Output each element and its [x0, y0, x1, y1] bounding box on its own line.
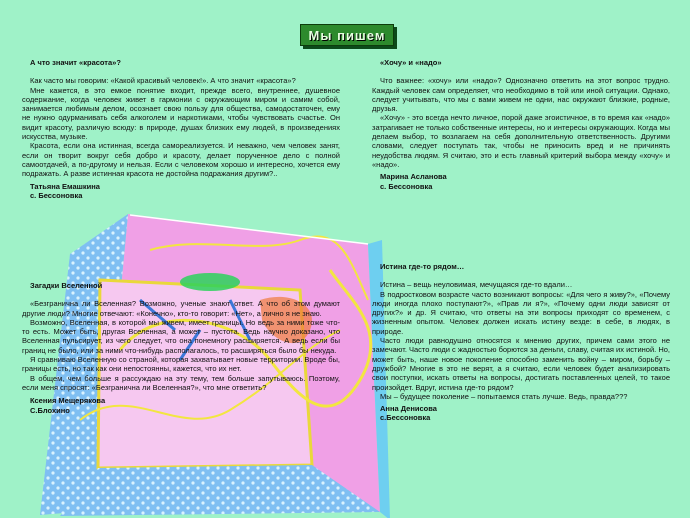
article-title: А что значит «красота»?: [30, 58, 121, 67]
article-paragraph: Мы – будущее поколение – попытаемся стать лучше. Ведь, правда???: [380, 391, 628, 401]
article-author: Марина Асланова: [380, 172, 447, 182]
article-paragraph: «Безгранична ли Вселенная? Возможно, ученые знают ответ. А что об этом думают другие люди? Многие отвечают: «Конечно», кто-то говорит: «Нет», а лично я не знаю.: [22, 299, 340, 318]
article-truth: [372, 262, 670, 423]
page-title: Мы пишем: [308, 27, 386, 43]
article-paragraph: «Хочу» - это всегда нечто личное, порой даже эгоистичное, в то время как «надо» затрагивает не только собственные интересы, но и интересы окружающих. Когда мы делаем выбор, то возлагаем на себя дополнительную ответственность. Другими словами, следует поступать так, чтобы не приносить вред и не причинять неудобства людям. Я считаю, это и есть главный критерий выбора между «хочу» и «надо».: [372, 113, 670, 169]
article-author: Татьяна Емашкина: [30, 181, 100, 191]
page-title-banner: [300, 24, 394, 46]
article-paragraph: Истина – вещь неуловимая, мечущаяся где-то вдали…: [380, 280, 573, 290]
article-paragraph: Мне кажется, в это емкое понятие входит, прежде всего, внутреннее, душевное содержание, когда человек живет в гармонии с окружающим миром и самим собой, занимается любимым делом, осознает свою пользу для общества, самодостаточен, ему не нужно одурманивать себя алкоголем и наркотиками, чтобы чувствовать счастье. Он видит красоту, различую всюду: в природе, душах близких ему людей, в произведениях искусства, музыке.: [22, 85, 340, 142]
article-place: с.Бессоновка: [380, 413, 431, 423]
article-beauty: [22, 58, 340, 200]
article-universe: [22, 281, 340, 415]
article-paragraph: В общем, чем больше я рассуждаю на эту тему, тем больше запутываюсь. Поэтому, если меня спросят: «Безгранична ли Вселенная?», что мне ответить?: [22, 373, 340, 392]
article-paragraph: Красота, если она истинная, всегда самореализуется. И неважно, чем человек занят, если он творит вокруг себя добро и красоту, делает порученное дело с полной самоотдачей, а по-другому и нельзя. Если с человеком хорошо и интересно, хочется ему подражать. А разве истинная красота не достойна подражания другим?..: [22, 141, 340, 179]
article-place: с. Бессоновка: [30, 190, 83, 200]
article-paragraph: Как часто мы говорим: «Какой красивый человек!». А что значит «красота»?: [30, 76, 296, 86]
article-title: «Хочу» и «надо»: [380, 58, 442, 67]
article-title: Загадки Вселенной: [30, 281, 103, 290]
article-place: с. Бессоновка: [380, 181, 433, 191]
article-paragraph: В подростковом возрасте часто возникают вопросы: «Для чего я живу?», «Почему люди иногда плохо поступают?», «Прав ли я?», «Почему одни люди зависят от других?» и др. Я считаю, что ответы на эти вопросы приходят со временем, с жизненным опытом. Человек должен искать истину везде: в себе, в людях, в природе.: [372, 289, 670, 336]
article-paragraph: Что важнее: «хочу» или «надо»? Однозначно ответить на этот вопрос трудно. Каждый человек сам определяет, что необходимо в той или иной ситуации. Однако, следует учитывать, что мы с вами живем не одни, нас окружают близкие, родные, друзья.: [372, 76, 670, 114]
article-paragraph: Часто люди равнодушно относятся к мнению других, причем сами этого не замечают. Часто люди с жадностью борются за деньги, славу, считая их истиной. Но, может быть, наше новое поколение способно заменить войну – миром, борьбу – дружбой? Многие в это не верят, а я считаю, если человек будет анализировать свои поступки, искать ответы на вопросы, достигать поставленных целей, то такое произойдет. Вдруг, истина где-то рядом?: [372, 336, 670, 392]
article-paragraph: Возможно, Вселенная, в которой мы живем, имеет границы. Но ведь за ними тоже что-то есть. Может быть, другая Вселенная, а может – пустота. Ведь научно доказано, что Вселенная пульсирует, из чего следует, что она понемногу расширяется. А ведь если бы границ не было, или за ними что-нибудь располагалось, то расширяться было бы некуда.: [22, 317, 340, 355]
article-place: С.Блохино: [30, 405, 70, 415]
article-want-need: [372, 58, 670, 191]
article-paragraph: Я сравниваю Вселенную со страной, которая захватывает новые территории. Вроде бы, границы есть, но так как они непостоянны, кажется, что их нет.: [22, 355, 340, 374]
article-author: Ксения Мещерякова: [30, 396, 106, 406]
article-title: Истина где-то рядом…: [380, 262, 465, 271]
article-author: Анна Денисова: [380, 404, 437, 414]
